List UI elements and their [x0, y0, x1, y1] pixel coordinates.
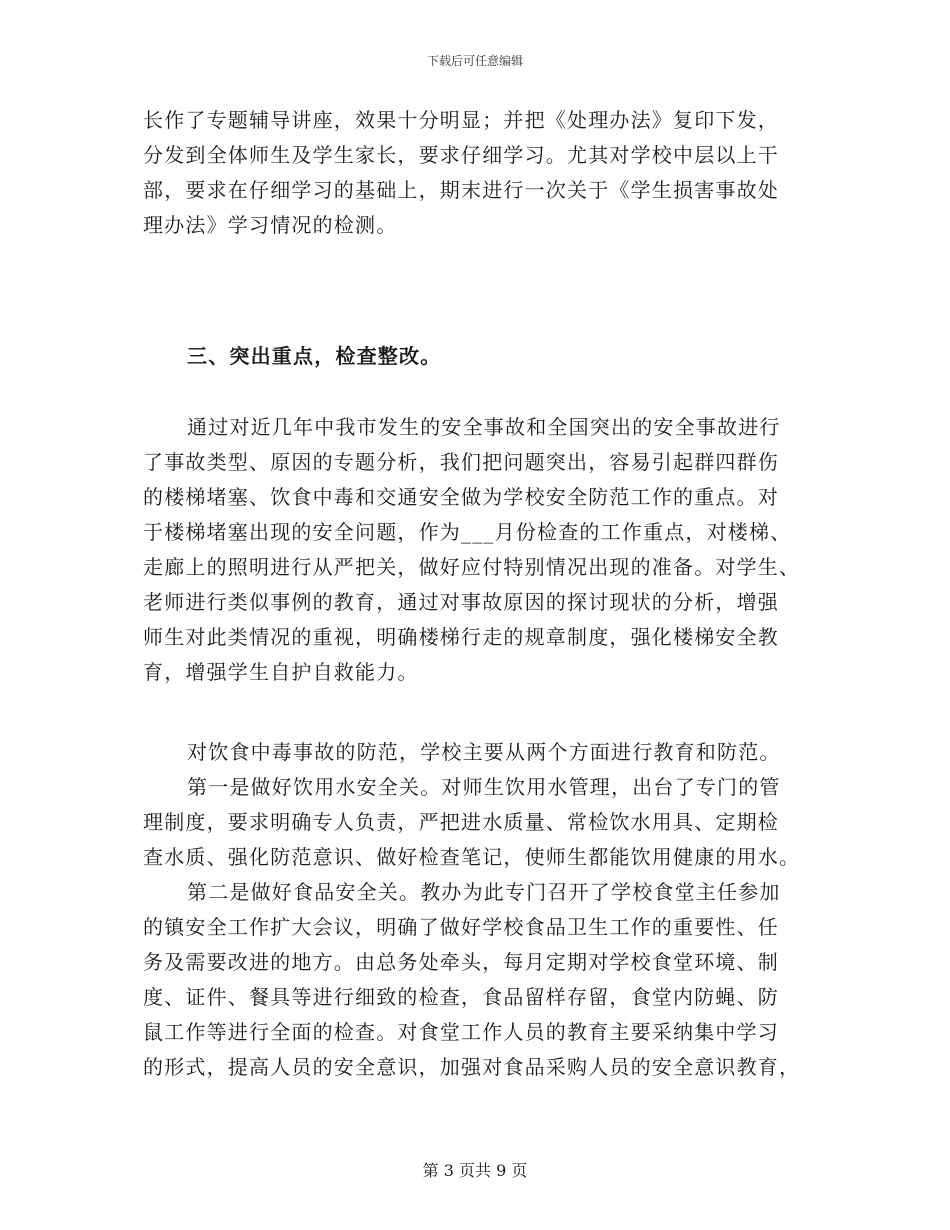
paragraph-first-line: 通过对近几年中我市发生的安全事故和全国突出的安全事故进行 [187, 415, 781, 439]
section-heading: 三、突出重点，检查整改。 [187, 344, 442, 368]
body-line: 部，要求在仔细学习的基础上，期末进行一次关于《学生损害事故处 [143, 178, 779, 202]
page-footer: 第 3 页共 9 页 [422, 1161, 528, 1180]
paragraph-first-line: 第一是做好饮用水安全关。对师生饮用水管理，出台了专门的管 [187, 775, 781, 799]
paragraph-spacer [143, 690, 808, 735]
document-body [143, 103, 808, 1085]
body-line: 理办法》学习情况的检测。 [143, 213, 398, 237]
body-line: 理制度，要求明确专人负责，严把进水质量、常检饮水用具、定期检 [143, 810, 779, 834]
body-line: 务及需要改进的地方。由总务处牵头，每月定期对学校食堂环境、制 [143, 950, 779, 974]
body-line: 查水质、强化防范意识、做好检查笔记，使师生都能饮用健康的用水。 [143, 845, 801, 869]
body-line: 育，增强学生自护自救能力。 [143, 660, 419, 684]
body-line: 长作了专题辅导讲座，效果十分明显；并把《处理办法》复印下发， [143, 108, 779, 132]
paragraph-first-line: 第二是做好食品安全关。教办为此专门召开了学校食堂主任参加 [187, 880, 781, 904]
body-line: 度、证件、餐具等进行细致的检查，食品留样存留，食堂内防蝇、防 [143, 985, 779, 1009]
section-spacer [143, 243, 808, 339]
body-line: 的楼梯堵塞、饮食中毒和交通安全做为学校安全防范工作的重点。对 [143, 485, 779, 509]
paragraph-first-line: 对饮食中毒事故的防范，学校主要从两个方面进行教育和防范。 [187, 740, 781, 764]
body-line: 老师进行类似事例的教育，通过对事故原因的探讨现状的分析，增强 [143, 590, 779, 614]
section-spacer [143, 374, 808, 410]
body-line: 了事故类型、原因的专题分析，我们把问题突出，容易引起群四群伤 [143, 450, 779, 474]
body-line: 分发到全体师生及学生家长，要求仔细学习。尤其对学校中层以上干 [143, 143, 779, 167]
body-line: 的形式，提高人员的安全意识，加强对食品采购人员的安全意识教育， [143, 1055, 801, 1079]
body-line: 的镇安全工作扩大会议，明确了做好学校食品卫生工作的重要性、任 [143, 915, 779, 939]
body-line: 走廊上的照明进行从严把关，做好应付特别情况出现的准备。对学生、 [143, 555, 801, 579]
body-line: 于楼梯堵塞出现的安全问题，作为___月份检查的工作重点，对楼梯、 [143, 520, 792, 544]
page-header: 下载后可任意编辑 [426, 54, 523, 68]
body-line: 鼠工作等进行全面的检查。对食堂工作人员的教育主要采纳集中学习 [143, 1020, 779, 1044]
body-line: 师生对此类情况的重视，明确楼梯行走的规章制度，强化楼梯安全教 [143, 625, 779, 649]
